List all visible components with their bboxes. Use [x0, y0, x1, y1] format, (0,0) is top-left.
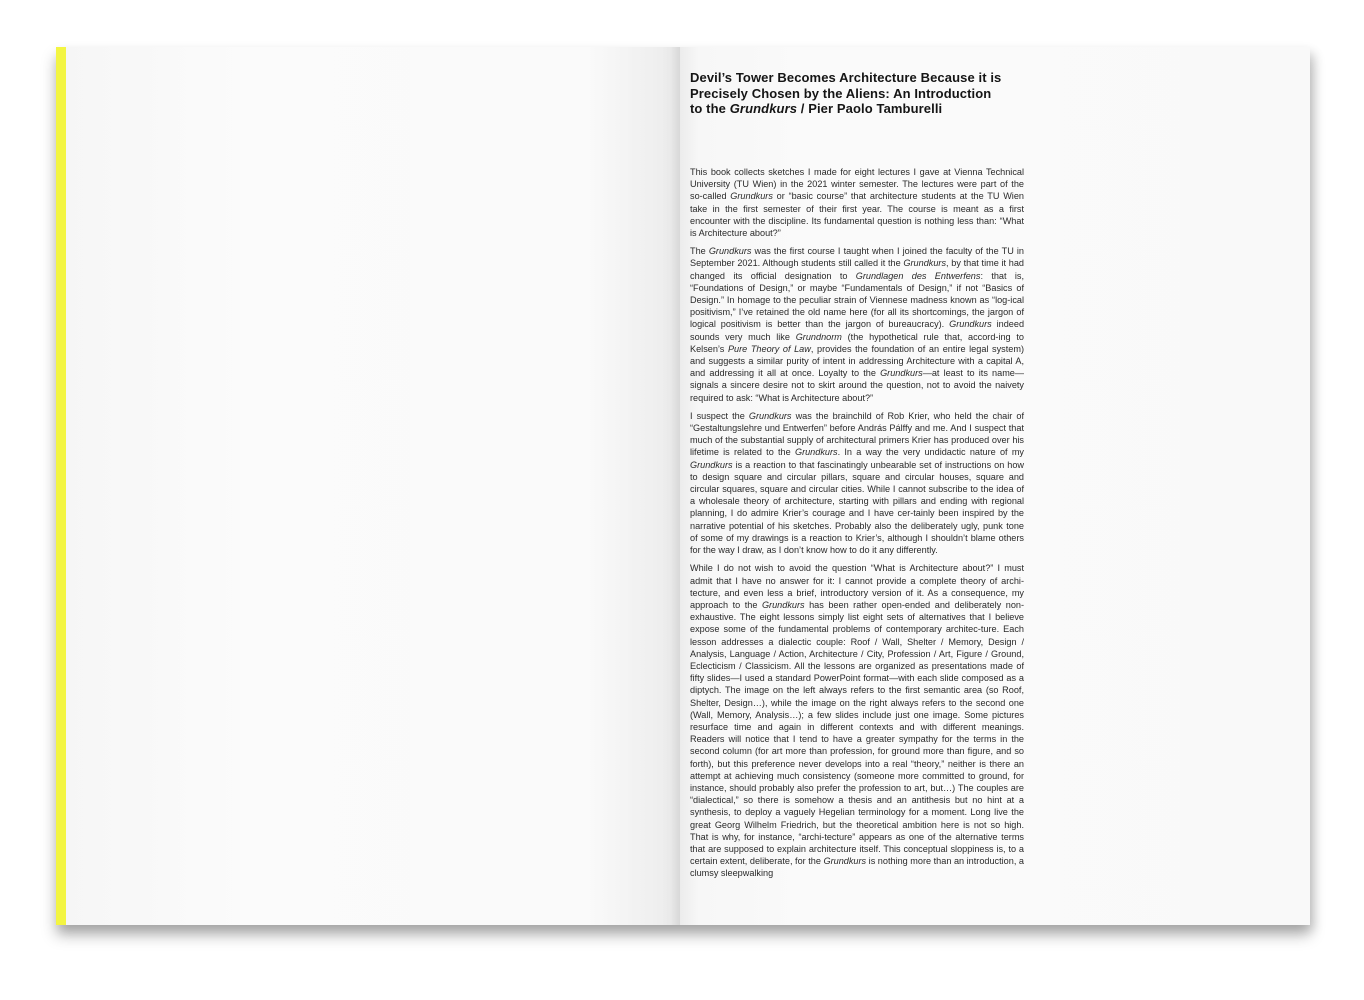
- text-run: . In a way the very undidactic nature of my: [837, 447, 1024, 458]
- paragraph-1: [690, 166, 1024, 239]
- italic-run: Pure Theory of Law: [727, 343, 811, 354]
- heading-line-1: Devil’s Tower Becomes Architecture Because it is: [690, 70, 1002, 85]
- italic-run: Grundnorm: [795, 331, 842, 342]
- paragraph-2: [690, 245, 1024, 404]
- text-run: , provides the foundation of an entire legal system) and suggests a similar purity of intent in addressing Architecture with a capital A, and addressing it all at once. Loyalty to the: [690, 343, 1024, 379]
- italic-run: Grundkurs: [761, 599, 805, 610]
- right-page: [680, 47, 1310, 925]
- text-run: I suspect the: [690, 410, 749, 421]
- text-run: is nothing more than an introduction, a clumsy sleepwalking: [690, 856, 1024, 879]
- paragraph-3: [690, 410, 1024, 556]
- text-run: was the first course I taught when I joined the faculty of the TU in September 2021. Although students still called it the: [690, 246, 1024, 269]
- heading-line-2: Precisely Chosen by the Aliens: An Introduction: [690, 85, 992, 101]
- yellow-spine-edge: [56, 47, 66, 925]
- italic-run: Grundkurs: [748, 410, 792, 421]
- text-run: is a reaction to that fascinatingly unbearable set of instructions on how to design square and circular pillars, square and circular houses, square and circular squares, square and circular cities. While I cannot subscribe to the idea of a wholesale theory of architecture, starting with pillars and ending with regional planning, I do admire Krier’s courage and I have cer-tainly been inspired by the narrative potential of his sketches. Probably also the deliberately ugly, punk tone of some of my drawings is a reaction to Krier’s, although I shouldn’t blame others for the way I draw, as I don’t know how to do it any differently.: [690, 459, 1024, 556]
- heading-line-3-pre: to the: [690, 101, 730, 116]
- left-page: [56, 47, 680, 925]
- text-run: : that is, “Foundations of Design,” or maybe “Fundamentals of Design,” if not “Basics of Design.” In homage to the peculiar strain of Viennese madness known as “log-ical positivism,” I’ve retained the old name here (for all its shortcomings, the jargon of logical positivism is better than the jargon of bureaucracy).: [690, 270, 1024, 330]
- body-text: [690, 166, 1024, 886]
- paragraph-4: [690, 562, 1024, 879]
- italic-run: Grundkurs: [690, 459, 733, 470]
- heading-line-3-post: / Pier Paolo Tamburelli: [797, 101, 943, 116]
- italic-run: Grundkurs: [903, 258, 947, 269]
- text-run: has been rather open-ended and deliberately non-exhaustive. The eight lessons simply list eight sets of alternatives that I believe expose some of the fundamental problems of contemporary architec-ture. Each lesson addresses a dialectic couple: Roof / Wall, Shelter / Memory, Design / Analysis, Language / Action, Architecture / City, Profession / Art, Figure / Ground, Eclecticism / Classicism. All the lessons are organized as presentations made of fifty slides—I used a standard PowerPoint format—with each slide composed as a diptych. The image on the left always refers to the first semantic area (so Roof, Shelter, Design…), while the image on the right always refers to the second one (Wall, Memory, Analysis…); a few slides include just one image. Some pictures resurface time and again in different contexts and with different meanings. Readers will notice that I tend to have a greater sympathy for the terms in the second column (for art more than profession, for ground more than figure, and so forth), but this preference never develops into a real “theory,” neither is there an attempt at achieving much consistency (someone more committed to ground, for instance, should probably also prefer the profession to art, but…) The couples are “dialectical,” so there is somehow a thesis and an antithesis but no hint at a synthesis, to deploy a vaguely Hegelian terminology for a moment. Long live the great Georg Wilhelm Friedrich, but the theoretical ambition here is not so high. That is why, for instance, “archi-tecture” appears as one of the alternative terms that are supposed to explain architecture itself. This conceptual sloppiness is, to a certain extent, deliberate, for the: [690, 599, 1025, 867]
- text-run: , by that time it had changed its official designation to: [690, 258, 1024, 281]
- text-run: This book collects sketches I made for eight lectures I gave at Vienna Technical University (TU Wien) in the 2021 winter semester. The lectures were part of the so-called: [690, 167, 1024, 202]
- text-run: While I do not wish to avoid the question “What is Architecture about?” I must admit that I have no answer for it: I cannot provide a complete theory of archi-tecture, and even less a brief, introductory version of it. As a consequence, my approach to the: [690, 563, 1024, 610]
- heading-line-3-italic: Grundkurs: [729, 101, 798, 116]
- italic-run: Grundkurs: [880, 368, 923, 379]
- open-book: [56, 47, 1310, 925]
- text-run: was the brainchild of Rob Krier, who held the chair of “Gestaltungslehre und Entwerfen” before András Pálffy and me. And I suspect that much of the substantial supply of architectural primers Krier has produced over his lifetime is related to the: [690, 410, 1024, 458]
- text-run: or “basic course” that architecture students at the TU Wien take in the first semester of their first year. The course is meant as a first encounter with the discipline. Its fundamental question is nothing less than: “What is Architecture about?”: [690, 191, 1024, 239]
- text-run: indeed sounds very much like: [690, 319, 1025, 342]
- italic-run: Grundlagen des Entwerfens: [855, 270, 981, 281]
- chapter-heading: [690, 70, 1050, 117]
- text-run: The: [690, 246, 709, 257]
- italic-run: Grundkurs: [823, 856, 867, 867]
- italic-run: Grundkurs: [730, 191, 773, 202]
- italic-run: Grundkurs: [794, 447, 838, 458]
- italic-run: Grundkurs: [949, 319, 992, 330]
- text-run: —at least to its name—signals a sincere desire not to skirt around the question, not to avoid the naivety required to ask: “What is Architecture about?”: [690, 368, 1024, 403]
- italic-run: Grundkurs: [708, 246, 752, 257]
- text-run: (the hypothetical rule that, accord-ing to Kelsen’s: [690, 331, 1025, 354]
